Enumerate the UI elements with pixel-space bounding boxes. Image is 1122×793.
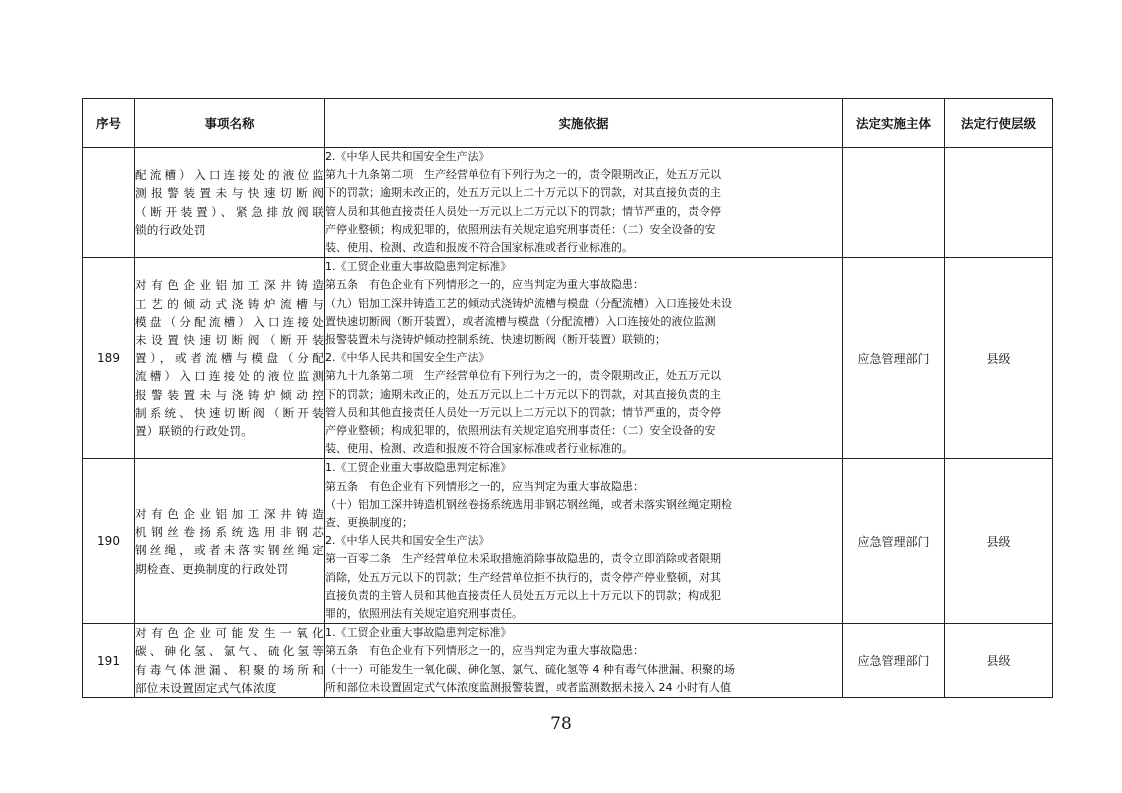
item-name-line: 模盘（分配流槽）入口连接处 <box>135 314 324 329</box>
legal-basis-line: 所和部位未设置固定式气体浓度监测报警装置，或者监测数据未接入 24 小时有人值 <box>325 680 731 694</box>
header-subject: 法定实施主体 <box>843 99 945 148</box>
item-name-line: 未设置快速切断阀（断开装 <box>135 333 324 348</box>
item-name-line: 置）联锁的行政处罚。 <box>135 424 253 439</box>
item-name-line: 对有色企业铝加工深井铸造 <box>135 278 324 293</box>
legal-basis-cell <box>325 624 843 698</box>
item-name-line: 对有色企业铝加工深井铸造 <box>135 506 324 521</box>
row-number: 190 <box>83 459 135 624</box>
enforcement-subject: 应急管理部门 <box>843 624 945 698</box>
item-name-line: 置），或者流槽与模盘（分配 <box>135 351 324 366</box>
page-number: 78 <box>550 714 572 734</box>
legal-basis-line: （十一）可能发生一氧化碳、砷化氢、氯气、硫化氢等 4 种有毒气体泄漏、积聚的场 <box>325 662 735 676</box>
item-name-cell <box>135 148 325 258</box>
legal-basis-line: 直接负责的主管人员和其他直接责任人员处五万元以上十万元以下的罚款；构成犯 <box>325 588 721 602</box>
enforcement-subject: 应急管理部门 <box>843 459 945 624</box>
legal-basis-cell <box>325 459 843 624</box>
item-name-line: 工艺的倾动式浇铸炉流槽与 <box>135 296 324 311</box>
item-name-line: 钢丝绳，或者未落实钢丝绳定 <box>135 543 324 558</box>
header-basis: 实施依据 <box>325 99 843 148</box>
item-name-line: 配流槽）入口连接处的液位监 <box>135 168 324 183</box>
item-name-line: 机钢丝卷扬系统选用非钢芯 <box>135 525 324 540</box>
legal-basis-cell <box>325 148 843 258</box>
item-name-line: 有毒气体泄漏、积聚的场所和 <box>135 662 324 677</box>
legal-basis-line: 管人员和其他直接责任人员处一万元以上二万元以下的罚款；情节严重的，责令停 <box>325 204 721 218</box>
item-name-line: 制系统、快速切断阀（断开装 <box>135 405 324 420</box>
item-name-cell <box>135 258 325 459</box>
legal-basis-line: （十）铝加工深井铸造机钢丝卷扬系统选用非钢芯钢丝绳，或者未落实钢丝绳定期检 <box>325 497 732 511</box>
legal-basis-line: 产停业整顿；构成犯罪的，依照刑法有关规定追究刑事责任：（二）安全设备的安 <box>325 222 716 236</box>
enforcement-level <box>945 148 1053 258</box>
row-number: 191 <box>83 624 135 698</box>
enforcement-level: 县级 <box>945 258 1053 459</box>
legal-basis-line: 装、使用、检测、改造和报废不符合国家标准或者行业标准的。 <box>325 442 633 456</box>
legal-basis-line: 下的罚款；逾期未改正的，处五万元以上二十万元以下的罚款，对其直接负责的主 <box>325 186 721 200</box>
table-header-row <box>83 99 1053 148</box>
legal-basis-line: 第九十九条第二项 生产经营单位有下列行为之一的，责令限期改正，处五万元以 <box>325 168 721 182</box>
item-name-line: 锁的行政处罚 <box>135 222 206 237</box>
row-number <box>83 148 135 258</box>
legal-basis-line: 置快速切断阀（断开装置），或者流槽与模盘（分配流槽）入口连接处的液位监测 <box>325 314 716 328</box>
legal-basis-line: 装、使用、检测、改造和报废不符合国家标准或者行业标准的。 <box>325 241 633 255</box>
table-row <box>83 148 1053 258</box>
item-name-line: 测报警装置未与快速切断阀 <box>135 186 324 201</box>
enforcement-level: 县级 <box>945 459 1053 624</box>
legal-basis-line: 查、更换制度的； <box>325 516 413 530</box>
legal-basis-line: 第五条 有色企业有下列情形之一的，应当判定为重大事故隐患： <box>325 479 644 493</box>
table-row <box>83 624 1053 698</box>
legal-basis-line: （九）铝加工深井铸造工艺的倾动式浇铸炉流槽与模盘（分配流槽）入口连接处未设 <box>325 296 732 310</box>
legal-basis-line: 罪的，依照刑法有关规定追究刑事责任。 <box>325 607 523 621</box>
item-name-line: 报警装置未与浇铸炉倾动控 <box>135 387 324 402</box>
legal-basis-line: 第五条 有色企业有下列情形之一的，应当判定为重大事故隐患： <box>325 644 644 658</box>
header-name: 事项名称 <box>135 99 325 148</box>
legal-basis-line: 1.《工贸企业重大事故隐患判定标准》 <box>325 626 512 640</box>
item-name-line: 碳、砷化氢、氯气、硫化氢等 <box>135 644 324 659</box>
item-name-line: 期检查、更换制度的行政处罚 <box>135 561 289 576</box>
enforcement-subject: 应急管理部门 <box>843 258 945 459</box>
legal-basis-line: 下的罚款；逾期未改正的，处五万元以上二十万元以下的罚款，对其直接负责的主 <box>325 387 721 401</box>
item-name-line: 部位未设置固定式气体浓度 <box>135 680 277 695</box>
legal-basis-line: 报警装置未与浇铸炉倾动控制系统、快速切断阀（断开装置）联锁的； <box>325 333 666 347</box>
legal-basis-line: 2.《中华人民共和国安全生产法》 <box>325 351 490 365</box>
header-num: 序号 <box>83 99 135 148</box>
item-name-line: 对有色企业可能发生一氧化 <box>135 626 324 641</box>
row-number: 189 <box>83 258 135 459</box>
item-name-line: 流槽）入口连接处的液位监测 <box>135 369 324 384</box>
legal-basis-line: 1.《工贸企业重大事故隐患判定标准》 <box>325 260 512 274</box>
enforcement-level: 县级 <box>945 624 1053 698</box>
legal-basis-line: 1.《工贸企业重大事故隐患判定标准》 <box>325 461 512 475</box>
item-name-line: （断开装置）、紧急排放阀联 <box>135 204 324 219</box>
legal-basis-line: 2.《中华人民共和国安全生产法》 <box>325 534 490 548</box>
enforcement-subject <box>843 148 945 258</box>
legal-basis-cell <box>325 258 843 459</box>
table-row <box>83 258 1053 459</box>
table-row <box>83 459 1053 624</box>
legal-basis-line: 第九十九条第二项 生产经营单位有下列行为之一的，责令限期改正，处五万元以 <box>325 369 721 383</box>
legal-basis-line: 产停业整顿；构成犯罪的，依照刑法有关规定追究刑事责任：（二）安全设备的安 <box>325 424 716 438</box>
legal-basis-line: 第一百零二条 生产经营单位未采取措施消除事故隐患的，责令立即消除或者限期 <box>325 552 721 566</box>
header-level: 法定行使层级 <box>945 99 1053 148</box>
legal-basis-line: 消除，处五万元以下的罚款；生产经营单位拒不执行的，责令停产停业整顿，对其 <box>325 570 721 584</box>
legal-basis-line: 2.《中华人民共和国安全生产法》 <box>325 150 490 163</box>
item-name-cell <box>135 459 325 624</box>
legal-basis-line: 管人员和其他直接责任人员处一万元以上二万元以下的罚款；情节严重的，责令停 <box>325 405 721 419</box>
item-name-cell <box>135 624 325 698</box>
legal-basis-line: 第五条 有色企业有下列情形之一的，应当判定为重大事故隐患： <box>325 278 644 292</box>
enforcement-items-table <box>82 98 1053 698</box>
